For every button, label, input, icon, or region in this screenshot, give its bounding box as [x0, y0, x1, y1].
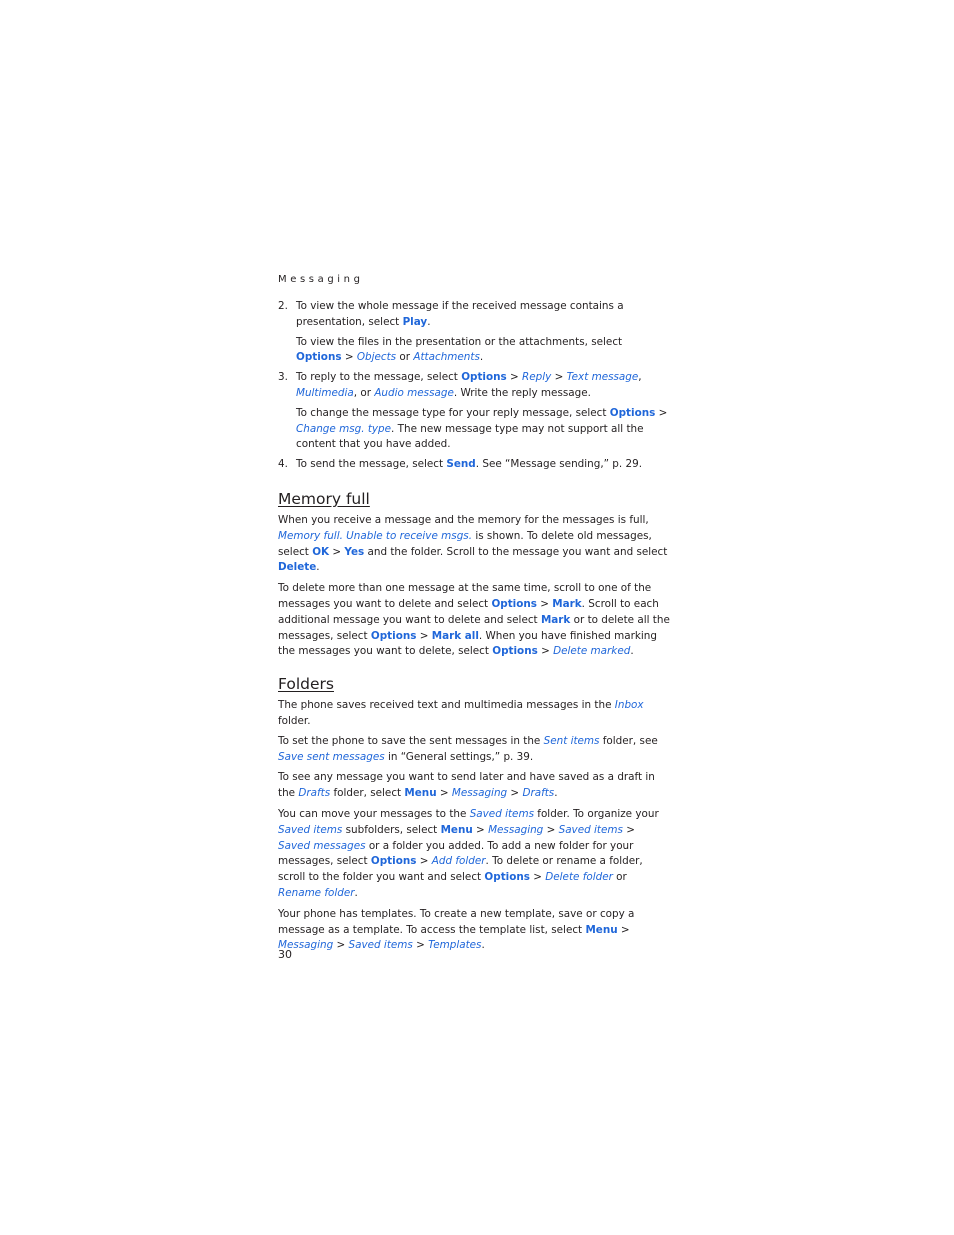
- text: .: [481, 939, 485, 952]
- saved-items-folder: Saved items: [469, 807, 534, 820]
- text: folder, select: [330, 787, 405, 800]
- separator: >: [543, 823, 559, 836]
- menu-key: Menu: [440, 823, 473, 836]
- text: When you receive a message and the memory for the messages is full,: [278, 513, 649, 526]
- text: or a folder you added. To add a new folder for your messages, select: [278, 839, 634, 868]
- messaging-option: Messaging: [278, 939, 334, 952]
- attachments-option: Attachments: [413, 351, 480, 364]
- memory-full-paragraph-2: [278, 581, 670, 660]
- saved-items-option: Saved items: [558, 823, 623, 836]
- separator: >: [506, 371, 523, 384]
- step-number: 2.: [278, 300, 288, 312]
- text: The phone saves received text and multimedia messages in the: [278, 699, 615, 712]
- options-key: Options: [296, 351, 342, 364]
- text: in “General settings,” p. 39.: [384, 750, 534, 763]
- step-3-note: [278, 406, 670, 453]
- text: or: [396, 351, 414, 364]
- send-key: Send: [446, 458, 476, 471]
- separator: >: [416, 855, 432, 868]
- text: folder, see: [599, 734, 658, 747]
- text: To see any message you want to send later and have saved as a draft in the: [278, 771, 655, 800]
- separator: >: [617, 923, 630, 936]
- folders-paragraph-2: [278, 734, 670, 766]
- separator: >: [622, 823, 635, 836]
- separator: >: [536, 597, 553, 610]
- text: . Write the reply message.: [453, 386, 591, 399]
- templates-option: Templates: [428, 939, 482, 952]
- messaging-option: Messaging: [488, 823, 544, 836]
- ok-key: OK: [312, 545, 330, 558]
- text: . Scroll to each additional message you want to delete and select: [278, 597, 659, 626]
- options-key: Options: [491, 597, 537, 610]
- separator: >: [529, 871, 546, 884]
- text: You can move your messages to the: [278, 807, 470, 820]
- page-body: [278, 299, 670, 959]
- options-key: Options: [492, 645, 538, 658]
- text: To view the whole message if the received message contains a presentation, select: [296, 300, 624, 328]
- options-key: Options: [484, 871, 530, 884]
- text: . To delete or rename a folder, scroll to the folder you want and select: [278, 855, 643, 884]
- separator: >: [341, 351, 357, 364]
- page-header: Messaging: [278, 274, 364, 285]
- text: To view the files in the presentation or the attachments, select: [296, 335, 623, 348]
- text: .: [316, 561, 320, 574]
- separator: >: [329, 545, 345, 558]
- step-3: [278, 370, 670, 402]
- text: . The new message type may not support all the content that you have added.: [296, 422, 644, 451]
- save-sent-messages-setting: Save sent messages: [278, 750, 385, 763]
- page-number: 30: [278, 948, 292, 961]
- text: . When you have finished marking the messages you want to delete, select: [278, 629, 657, 658]
- drafts-option: Drafts: [522, 787, 555, 800]
- delete-folder-option: Delete folder: [545, 871, 613, 884]
- add-folder-option: Add folder: [431, 855, 486, 868]
- change-msg-type-option: Change msg. type: [296, 422, 392, 435]
- folders-paragraph-3: [278, 770, 670, 802]
- separator: >: [537, 645, 554, 658]
- text: Your phone has templates. To create a new template, save or copy a message as a template. To access the template list, select: [278, 907, 635, 936]
- saved-items-folder: Saved items: [278, 823, 343, 836]
- text: .: [354, 886, 358, 899]
- text: or to delete all the messages, select: [278, 613, 670, 642]
- memory-full-notice: Memory full. Unable to receive msgs.: [278, 529, 473, 542]
- options-key: Options: [609, 406, 656, 419]
- text: .: [427, 315, 431, 328]
- saved-messages-option: Saved messages: [278, 839, 366, 852]
- text: To delete more than one message at the same time, scroll to one of the messages you want to delete and select: [278, 582, 652, 610]
- messaging-option: Messaging: [451, 787, 508, 800]
- text: is shown. To delete old messages, select: [278, 529, 652, 558]
- text: ,: [638, 371, 642, 384]
- delete-marked-option: Delete marked: [553, 645, 631, 658]
- inbox-folder: Inbox: [614, 699, 644, 712]
- play-key: Play: [402, 315, 428, 328]
- sent-items-folder: Sent items: [543, 734, 600, 747]
- text: .: [630, 645, 634, 658]
- text: or: [612, 871, 627, 884]
- saved-items-option: Saved items: [348, 939, 413, 952]
- delete-key: Delete: [278, 561, 317, 574]
- audio-message-option: Audio message: [374, 386, 454, 399]
- separator: >: [472, 823, 489, 836]
- separator: >: [333, 939, 349, 952]
- text: . See “Message sending,” p. 29.: [475, 458, 643, 471]
- step-number: 4.: [278, 458, 288, 471]
- mark-key: Mark: [540, 613, 571, 626]
- step-2: [278, 299, 670, 331]
- text-message-option: Text message: [566, 371, 639, 384]
- text: To reply to the message, select: [296, 371, 462, 384]
- text: , or: [353, 386, 375, 399]
- separator: >: [436, 787, 452, 800]
- text: .: [554, 787, 558, 800]
- text: and the folder. Scroll to the message you want and select: [364, 545, 668, 558]
- separator: >: [507, 787, 523, 800]
- menu-key: Menu: [404, 787, 437, 800]
- step-2-note: [278, 335, 670, 367]
- text: To set the phone to save the sent messages in the: [278, 734, 544, 747]
- separator: >: [655, 406, 668, 419]
- folders-paragraph-5: [278, 907, 670, 954]
- separator: >: [551, 371, 567, 384]
- options-key: Options: [370, 855, 417, 868]
- text: .: [479, 351, 484, 364]
- mark-all-key: Mark all: [431, 629, 479, 642]
- folders-paragraph-4: [278, 807, 670, 902]
- text: subfolders, select: [342, 823, 441, 836]
- drafts-folder: Drafts: [298, 787, 331, 800]
- rename-folder-option: Rename folder: [278, 886, 355, 899]
- text: folder.: [278, 714, 311, 727]
- folders-heading: Folders: [278, 675, 334, 694]
- step-number: 3.: [278, 371, 288, 384]
- mark-key: Mark: [552, 597, 582, 610]
- text: folder. To organize your: [533, 807, 659, 820]
- separator: >: [412, 939, 429, 952]
- memory-full-paragraph-1: [278, 513, 670, 576]
- step-4: [278, 457, 670, 473]
- objects-option: Objects: [356, 351, 397, 364]
- text: To change the message type for your reply message, select: [296, 406, 610, 419]
- folders-paragraph-1: [278, 698, 670, 730]
- memory-full-heading: Memory full: [278, 489, 370, 508]
- multimedia-option: Multimedia: [296, 386, 354, 399]
- options-key: Options: [461, 371, 507, 384]
- options-key: Options: [370, 629, 417, 642]
- yes-key: Yes: [344, 545, 365, 558]
- separator: >: [416, 629, 432, 642]
- reply-option: Reply: [522, 371, 552, 384]
- text: To send the message, select: [296, 458, 447, 471]
- menu-key: Menu: [585, 923, 618, 936]
